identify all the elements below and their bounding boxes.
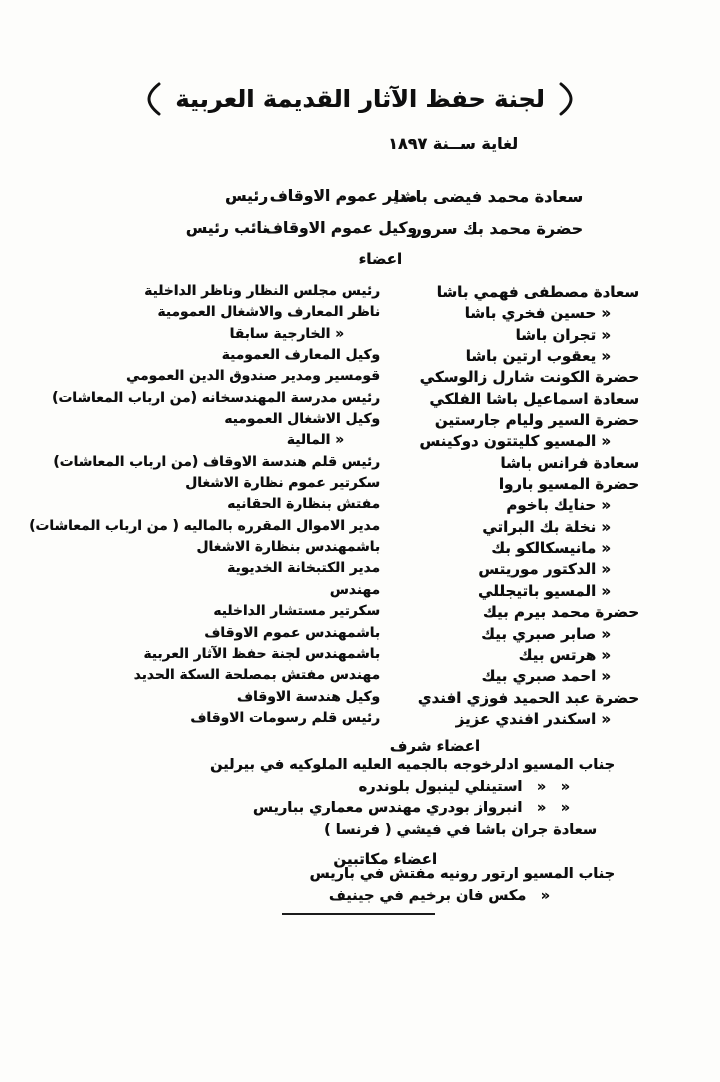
corresponding-member-name: « مكس فان برخيم في جينيف [328, 887, 550, 904]
member-role: سكرتير عموم نظارة الاشغال [185, 475, 380, 492]
member-role: رئيس مجلس النظار وناظر الداخلية [144, 283, 380, 299]
member-row [0, 390, 720, 411]
leader-role: نائب رئيس [185, 219, 268, 237]
title-ornament-left-icon [147, 82, 163, 116]
page-subtitle: لغاية ســنة ١٨٩٧ [388, 134, 518, 153]
leader-title: مدير عموم الاوقاف [269, 187, 417, 205]
corresponding-members-list [0, 866, 720, 909]
member-role: وكيل الاشغال العموميه [224, 411, 380, 428]
member-name: « صابر صبري بيك [481, 624, 611, 643]
member-row [0, 625, 720, 646]
member-row [0, 603, 720, 624]
member-role: باشمهندس عموم الاوقاف [204, 624, 380, 641]
member-name: سعادة مصطفى فهمي باشا [436, 283, 639, 301]
member-role: باشمهندس لجنة حفظ الآثار العربية [143, 645, 380, 662]
footnote-divider [282, 913, 435, 915]
leadership-row [0, 219, 720, 251]
member-role: مهندس مفتش بمصلحة السكة الحديد [133, 667, 380, 684]
member-row [0, 411, 720, 432]
member-role: مفتش بنظارة الحقانيه [227, 496, 380, 513]
member-role: باشمهندس بنظارة الاشغال [196, 539, 380, 556]
honorary-member-row [0, 800, 720, 822]
honorary-member-name: « « استينلي لينبول بلوندره [358, 778, 570, 795]
leader-title: وكيل عموم الاوقاف [264, 219, 417, 237]
member-name: « مانيسكالكو بك [491, 539, 611, 558]
member-row [0, 368, 720, 389]
member-name: « المسيو كليتتون دوكينس [419, 432, 611, 451]
member-name: سعادة فرانس باشا [500, 453, 639, 472]
member-role: مدير الاموال المقرره بالماليه ( من ارباب المعاشات) [29, 517, 380, 534]
honorary-member-row [0, 779, 720, 801]
member-name: « المسيو باتيجللي [477, 581, 611, 600]
page-title-row [0, 82, 720, 116]
member-role: رئيس مدرسة المهندسخانه (من ارباب المعاشات) [52, 389, 380, 406]
member-row [0, 326, 720, 347]
corresponding-member-name: جناب المسيو ارتور رونيه مفتش في باريس [309, 866, 615, 882]
member-role: سكرتير مستشار الداخليه [213, 603, 380, 620]
member-name: « الدكتور موريتس [478, 560, 611, 579]
honorary-member-name: جناب المسيو ادلرخوجه بالجميه العليه الملوكيه في بيرلين [210, 757, 615, 773]
member-row [0, 304, 720, 325]
member-role: « الخارجية سابقا [229, 325, 344, 342]
leader-role: رئيس [225, 187, 268, 205]
member-row [0, 689, 720, 710]
member-name: « تجران باشا [515, 325, 611, 344]
honorary-member-row [0, 757, 720, 779]
member-name: « حنايك باخوم [506, 496, 611, 515]
member-name: سعادة اسماعيل باشا الفلكي [429, 389, 639, 408]
leader-name: سعادة محمد فيضى باشا [393, 187, 583, 206]
member-row [0, 560, 720, 581]
member-row [0, 454, 720, 475]
member-name: حضرة محمد بيرم بيك [482, 603, 639, 622]
corresponding-section-heading: اعضاء مكاتبين [333, 850, 437, 868]
honorary-section-heading: اعضاء شرف [389, 737, 480, 755]
member-name: « حسين فخري باشا [464, 304, 611, 323]
members-table [0, 283, 720, 731]
member-row [0, 347, 720, 368]
member-row [0, 646, 720, 667]
honorary-member-name: « « انبرواز بودري مهندس معماري بباريس [252, 800, 570, 816]
member-row [0, 667, 720, 688]
member-name: « اسكندر افندي عزيز [455, 709, 611, 728]
member-name: « يعقوب ارتين باشا [465, 347, 611, 366]
member-role: رئيس قلم رسومات الاوقاف [190, 709, 380, 726]
member-role: ناظر المعارف والاشغال العمومية [157, 304, 380, 321]
member-row [0, 539, 720, 560]
member-role: مدير الكتبخانة الخديوية [227, 560, 380, 577]
member-name: « نخلة بك البراتي [482, 517, 611, 536]
member-role: قومسير ومدير صندوق الدين العمومي [126, 368, 380, 385]
member-name: حضرة الكونت شارل زالوسكي [419, 368, 639, 387]
member-name: « هرتس بيك [518, 645, 611, 664]
member-role: مهندس [329, 581, 380, 598]
member-name: حضرة عبد الحميد فوزي افندي [417, 688, 639, 707]
title-ornament-right-icon [557, 82, 573, 116]
member-row [0, 518, 720, 539]
member-row [0, 496, 720, 517]
member-row [0, 710, 720, 731]
corresponding-member-row [0, 888, 720, 910]
member-row [0, 432, 720, 453]
leadership-row [0, 187, 720, 219]
member-name: حضرة المسيو باروا [498, 475, 639, 494]
member-row [0, 582, 720, 603]
honorary-members-list [0, 757, 720, 843]
member-role: « المالية [286, 432, 344, 449]
members-section-heading: اعضاء [358, 250, 402, 268]
page-title: لجنة حفظ الآثار القديمة العربية [175, 85, 545, 113]
corresponding-member-row [0, 866, 720, 888]
member-role: وكيل المعارف العمومية [221, 347, 380, 364]
member-row [0, 283, 720, 304]
honorary-member-row [0, 822, 720, 844]
member-row [0, 475, 720, 496]
honorary-member-name: سعادة جران باشا في فيشي ( فرنسا ) [323, 821, 597, 838]
member-role: رئيس قلم هندسة الاوقاف (من ارباب المعاشات) [53, 453, 380, 470]
member-name: حضرة السير وليام جارستين [434, 411, 639, 430]
member-role: وكيل هندسة الاوقاف [236, 688, 380, 705]
member-name: « احمد صبري بيك [481, 667, 611, 686]
leader-name: حضرة محمد بك سرور [412, 219, 583, 238]
leadership-table [0, 187, 720, 251]
